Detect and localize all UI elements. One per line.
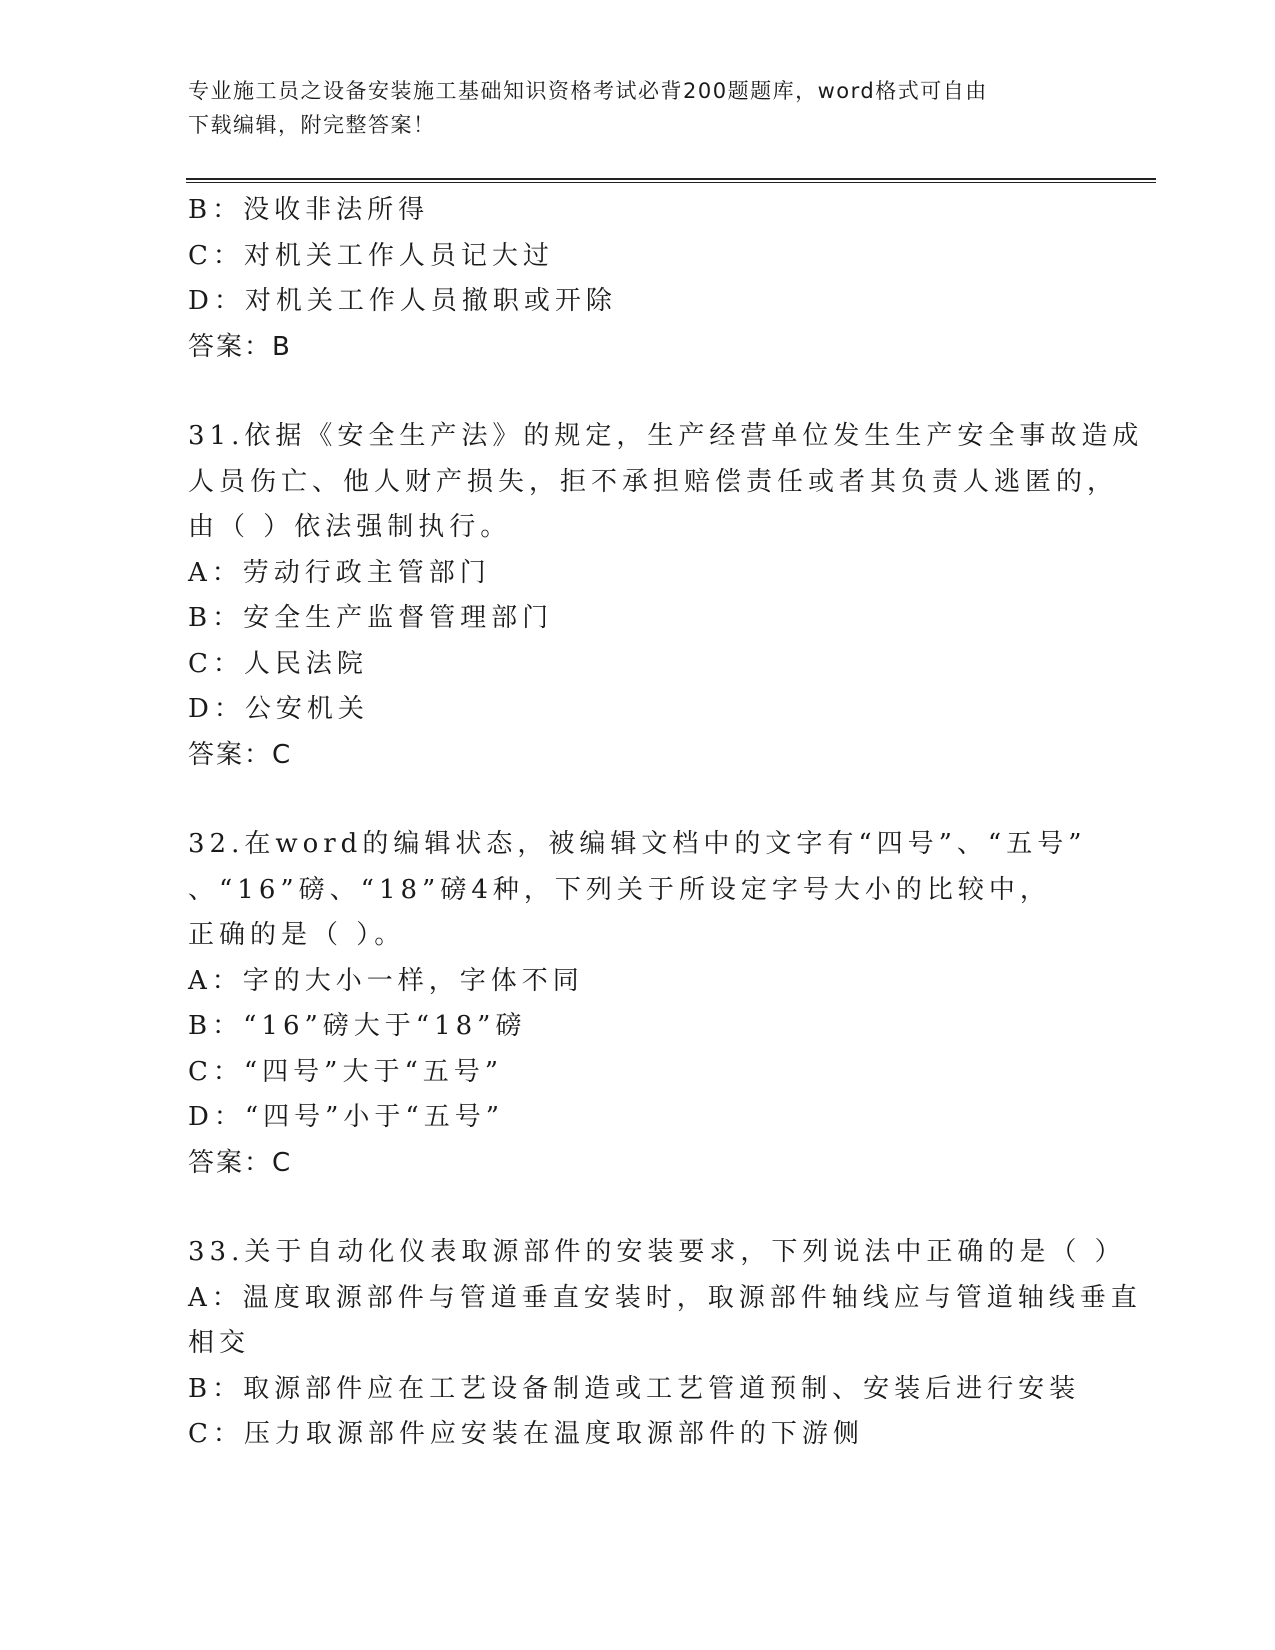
question-stem-line: 、“16”磅、“18”磅4种，下列关于所设定字号大小的比较中， <box>188 874 1051 905</box>
option-c: C：对机关工作人员记大过 <box>188 240 554 271</box>
spacer <box>188 778 1088 822</box>
option-a-continued: 相交 <box>188 1328 251 1358</box>
option-a: A：字的大小一样，字体不同 <box>188 965 584 996</box>
spacer <box>188 370 1088 414</box>
question-stem-line: 正确的是（ ）。 <box>188 920 406 950</box>
option-c: C：人民法院 <box>188 648 368 679</box>
option-b: B：“16”磅大于“18”磅 <box>188 1011 527 1041</box>
answer-line: 答案：C <box>188 1147 293 1178</box>
option-d: D：“四号”小于“五号” <box>188 1102 505 1132</box>
question-stem-line: 31.依据《安全生产法》的规定，生产经营单位发生生产安全事故造成 <box>188 421 1144 451</box>
header-line-1: 专业施工员之设备安装施工基础知识资格考试必背200题题库，word格式可自由 <box>188 79 988 103</box>
question-stem-line: 33.关于自动化仪表取源部件的安装要求，下列说法中正确的是（ ） <box>188 1237 1126 1267</box>
option-a: A：劳动行政主管部门 <box>188 557 491 588</box>
option-d: D：对机关工作人员撤职或开除 <box>188 286 617 316</box>
option-b: B：安全生产监督管理部门 <box>188 603 554 633</box>
header-divider-thick <box>186 178 1156 180</box>
question-stem-line: 人员伤亡、他人财产损失，拒不承担赔偿责任或者其负责人逃匿的， <box>188 466 1119 497</box>
option-b: B：没收非法所得 <box>188 195 430 225</box>
option-d: D：公安机关 <box>188 694 369 724</box>
question-stem-line: 32.在word的编辑状态，被编辑文档中的文字有“四号”、“五号” <box>188 829 1087 859</box>
document-header <box>188 74 1068 142</box>
spacer <box>188 1186 1088 1230</box>
header-line-2: 下载编辑，附完整答案！ <box>188 113 436 137</box>
question-stem-line: 由（ ）依法强制执行。 <box>188 512 512 542</box>
answer-line: 答案：C <box>188 739 293 770</box>
header-divider-thin <box>186 182 1156 183</box>
option-a: A：温度取源部件与管道垂直安装时，取源部件轴线应与管道轴线垂直 <box>188 1282 1142 1313</box>
question-30-continued <box>188 188 1088 370</box>
option-c: C：“四号”大于“五号” <box>188 1056 504 1087</box>
question-33 <box>188 1230 1142 1458</box>
option-b: B：取源部件应在工艺设备制造或工艺管道预制、安装后进行安装 <box>188 1373 1081 1404</box>
answer-line: 答案：B <box>188 331 292 362</box>
document-body <box>188 188 1144 1458</box>
question-31 <box>188 414 1144 778</box>
option-c: C：压力取源部件应安装在温度取源部件的下游侧 <box>188 1419 864 1449</box>
question-32 <box>188 822 1088 1186</box>
